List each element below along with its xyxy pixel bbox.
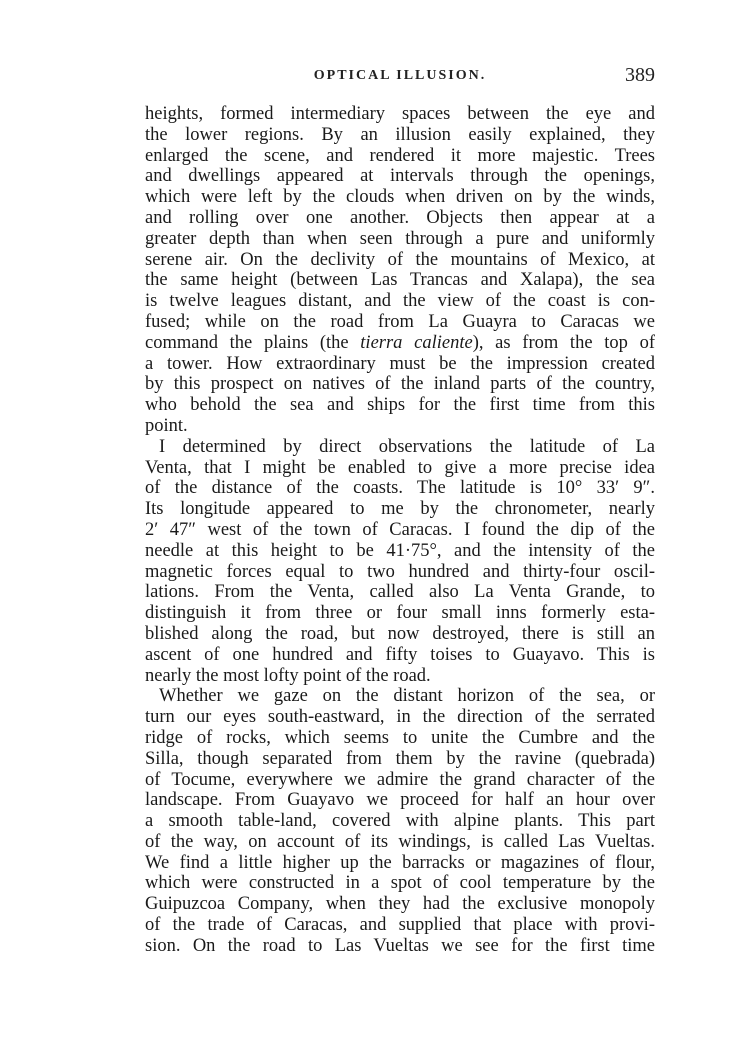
text-segment: ), as from the top of bbox=[472, 332, 655, 353]
text-segment: a tower. How extraordinary must be the impression created bbox=[145, 353, 655, 374]
text-line bbox=[145, 125, 655, 146]
text-segment: I determined by direct observations the latitude of La bbox=[159, 436, 655, 457]
text-segment: Guipuzcoa Company, when they had the exclusive monopoly bbox=[145, 894, 655, 915]
text-segment: serene air. On the declivity of the mountains of Mexico, at bbox=[145, 249, 655, 270]
text-line bbox=[145, 374, 655, 395]
running-head bbox=[145, 62, 655, 92]
text-segment: ridge of rocks, which seems to unite the Cumbre and the bbox=[145, 727, 655, 748]
text-line bbox=[145, 770, 655, 791]
text-segment: We find a little higher up the barracks or magazines of flour, bbox=[145, 852, 655, 873]
text-line bbox=[145, 562, 655, 583]
text-segment: by this prospect on natives of the inland parts of the country, bbox=[145, 374, 655, 395]
text-segment: sion. On the road to Las Vueltas we see for the first time bbox=[145, 935, 655, 956]
text-segment: turn our eyes south-eastward, in the direction of the serrated bbox=[145, 707, 655, 728]
text-segment: which were left by the clouds when driven on by the winds, bbox=[145, 187, 655, 208]
text-line bbox=[145, 312, 655, 333]
text-line bbox=[145, 166, 655, 187]
text-segment: of the distance of the coasts. The latitude is 10° 33′ 9″. bbox=[145, 478, 655, 499]
text-line bbox=[145, 354, 655, 375]
text-line bbox=[145, 749, 655, 770]
text-line bbox=[145, 478, 655, 499]
text-line bbox=[145, 853, 655, 874]
text-segment: is twelve leagues distant, and the view of the coast is con- bbox=[145, 291, 655, 312]
text-line bbox=[145, 624, 655, 645]
text-segment: command the plains (the bbox=[145, 332, 361, 353]
text-segment: and dwellings appeared at intervals through the openings, bbox=[145, 166, 655, 187]
text-segment: and rolling over one another. Objects then appear at a bbox=[145, 207, 655, 228]
paragraph bbox=[145, 104, 655, 437]
text-line bbox=[145, 915, 655, 936]
text-line bbox=[145, 458, 655, 479]
text-line bbox=[145, 208, 655, 229]
text-line bbox=[145, 270, 655, 291]
text-line bbox=[145, 582, 655, 603]
text-line bbox=[145, 811, 655, 832]
text-line bbox=[145, 499, 655, 520]
body-text bbox=[145, 104, 655, 957]
text-segment: of the trade of Caracas, and supplied that place with provi- bbox=[145, 915, 655, 936]
text-segment: ascent of one hundred and fifty toises to Guayavo. This is bbox=[145, 644, 655, 665]
running-title: OPTICAL ILLUSION. bbox=[313, 68, 487, 83]
text-segment: heights, formed intermediary spaces between the eye and bbox=[145, 104, 655, 124]
text-line bbox=[145, 666, 655, 687]
text-line bbox=[145, 146, 655, 167]
text-line bbox=[145, 520, 655, 541]
text-segment: the same height (between Las Trancas and Xalapa), the sea bbox=[145, 270, 655, 291]
text-line bbox=[145, 686, 655, 707]
text-line bbox=[145, 291, 655, 312]
text-line bbox=[145, 250, 655, 271]
text-segment: fused; while on the road from La Guayra to Caracas we bbox=[145, 311, 655, 332]
text-segment: point. bbox=[145, 415, 188, 436]
text-segment: Whether we gaze on the distant horizon of the sea, or bbox=[159, 686, 655, 707]
text-segment: the lower regions. By an illusion easily explained, they bbox=[145, 124, 655, 145]
text-line bbox=[145, 832, 655, 853]
text-line bbox=[145, 790, 655, 811]
text-segment: Silla, though separated from them by the ravine (quebrada) bbox=[145, 748, 655, 769]
text-segment: nearly the most lofty point of the road. bbox=[145, 665, 431, 686]
text-segment: greater depth than when seen through a pure and uniformly bbox=[145, 228, 655, 249]
text-segment: blished along the road, but now destroyed, there is still an bbox=[145, 623, 655, 644]
text-line bbox=[145, 645, 655, 666]
text-line bbox=[145, 728, 655, 749]
text-segment: needle at this height to be 41·75°, and the intensity of the bbox=[145, 540, 655, 561]
text-line bbox=[145, 603, 655, 624]
text-line bbox=[145, 437, 655, 458]
text-line bbox=[145, 395, 655, 416]
text-segment: who behold the sea and ships for the first time from this bbox=[145, 395, 655, 416]
text-segment: 2′ 47″ west of the town of Caracas. I found the dip of the bbox=[145, 519, 655, 540]
paragraph bbox=[145, 686, 655, 956]
text-segment: landscape. From Guayavo we proceed for half an hour over bbox=[145, 790, 655, 811]
text-line bbox=[145, 707, 655, 728]
text-line bbox=[145, 416, 655, 437]
text-segment: enlarged the scene, and rendered it more majestic. Trees bbox=[145, 145, 655, 166]
text-line bbox=[145, 894, 655, 915]
text-segment: of the way, on account of its windings, is called Las Vueltas. bbox=[145, 831, 655, 852]
text-line bbox=[145, 873, 655, 894]
text-segment: distinguish it from three or four small inns formerly esta- bbox=[145, 603, 655, 624]
text-line bbox=[145, 187, 655, 208]
text-segment: Venta, that I might be enabled to give a more precise idea bbox=[145, 457, 655, 478]
text-segment: magnetic forces equal to two hundred and thirty-four oscil- bbox=[145, 561, 655, 582]
text-segment: a smooth table-land, covered with alpine plants. This part bbox=[145, 811, 655, 832]
text-line bbox=[145, 229, 655, 250]
italic-phrase: tierra caliente bbox=[360, 332, 473, 353]
text-segment: of Tocume, everywhere we admire the grand character of the bbox=[145, 769, 655, 790]
text-line bbox=[145, 541, 655, 562]
text-line bbox=[145, 936, 655, 957]
text-line bbox=[145, 333, 655, 354]
text-line bbox=[145, 104, 655, 125]
page-number: 389 bbox=[625, 64, 655, 86]
text-segment: which were constructed in a spot of cool temperature by the bbox=[145, 873, 655, 894]
text-segment: Its longitude appeared to me by the chronometer, nearly bbox=[145, 499, 655, 520]
text-segment: lations. From the Venta, called also La Venta Grande, to bbox=[145, 582, 655, 603]
paragraph bbox=[145, 437, 655, 687]
